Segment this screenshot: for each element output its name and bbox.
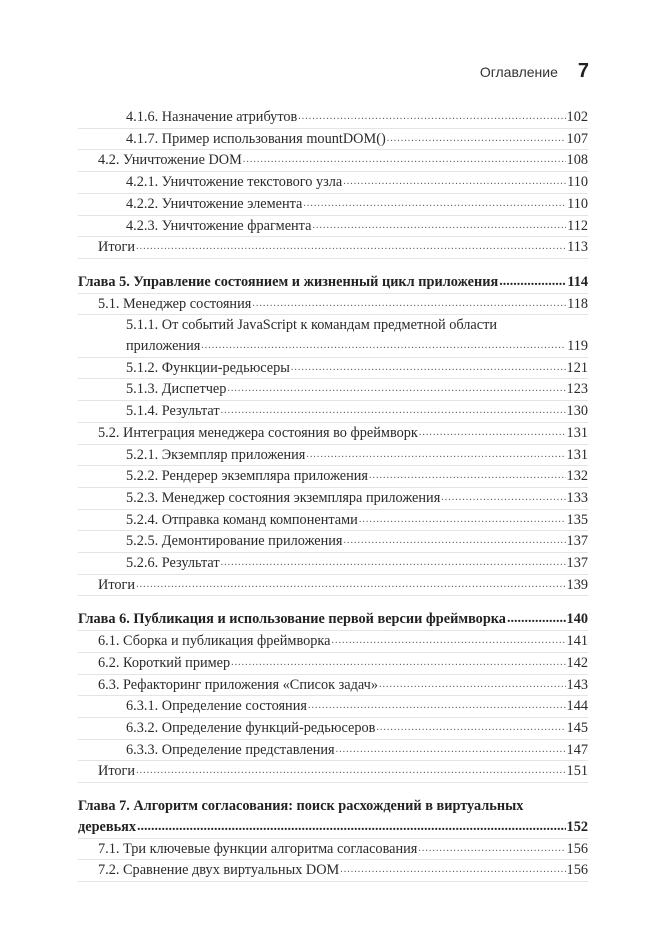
toc-entry-page: 108	[566, 152, 588, 169]
toc-entry-page: 152	[566, 818, 588, 835]
dot-leader	[418, 839, 565, 860]
toc-entry-page: 139	[566, 576, 588, 593]
dot-leader	[340, 860, 565, 881]
toc-entry[interactable]	[78, 423, 588, 445]
toc-entry-page: 141	[566, 633, 588, 650]
toc-chapter-entry[interactable]	[78, 609, 588, 631]
dot-leader	[499, 272, 566, 293]
toc-entry-page: 143	[566, 676, 588, 693]
running-header-title: Оглавление	[479, 64, 558, 80]
toc-entry-title: Глава 6. Публикация и использование первой версии фреймворка	[78, 611, 506, 628]
dot-leader	[441, 488, 565, 509]
toc-entry-title: 5.1. Менеджер состояния	[98, 295, 252, 312]
toc-entry-title: 6.2. Короткий пример	[98, 654, 231, 671]
dot-leader	[303, 194, 566, 215]
toc-entry[interactable]	[78, 172, 588, 194]
toc-entry-title: 5.2.1. Экземпляр приложения	[126, 446, 306, 463]
toc-entry-title: 5.1.1. От событий JavaScript к командам предметной области	[126, 317, 498, 334]
toc-entry-page: 137	[566, 555, 588, 572]
toc-entry-page: 130	[566, 403, 588, 420]
dot-leader	[308, 696, 566, 717]
page-number: 7	[577, 60, 589, 82]
toc-entry-title-continued: приложения	[126, 338, 201, 355]
dot-leader	[306, 445, 565, 466]
toc-entry-page: 131	[566, 446, 588, 463]
toc-entry[interactable]	[78, 531, 588, 553]
toc-entry-page: 107	[566, 130, 588, 147]
toc-entry-page: 119	[567, 338, 588, 355]
toc-entry[interactable]	[78, 488, 588, 510]
toc-entry-title: 5.2.4. Отправка команд компонентами	[126, 511, 358, 528]
toc-entry[interactable]	[78, 358, 588, 380]
toc-entry-title: 4.2.3. Уничтожение фрагмента	[126, 217, 312, 234]
toc-entry[interactable]	[78, 466, 588, 488]
toc-entry-page: 110	[567, 195, 588, 212]
dot-leader	[387, 129, 566, 150]
dot-leader	[136, 575, 565, 596]
toc-entry[interactable]	[78, 237, 588, 259]
toc-entry-title: Итоги	[98, 763, 136, 780]
dot-leader	[332, 631, 566, 652]
toc-entry-title: 5.1.3. Диспетчер	[126, 381, 227, 398]
dot-leader	[419, 423, 566, 444]
toc-entry-title: 4.2. Уничтожение DOM	[98, 152, 242, 169]
toc-entry[interactable]	[78, 839, 588, 861]
table-of-contents	[78, 107, 588, 882]
toc-entry-page: 156	[566, 862, 588, 879]
toc-entry-page: 135	[566, 511, 588, 528]
toc-entry-page: 114	[567, 273, 588, 290]
toc-entry-page: 132	[566, 468, 588, 485]
toc-entry-title: 5.2.3. Менеджер состояния экземпляра приложения	[126, 489, 441, 506]
toc-entry-title: 5.1.4. Результат	[126, 403, 220, 420]
dot-leader	[243, 150, 566, 171]
toc-entry[interactable]	[78, 194, 588, 216]
dot-leader	[227, 379, 565, 400]
toc-entry-title: 4.1.6. Назначение атрибутов	[126, 109, 298, 125]
toc-entry-title: 7.2. Сравнение двух виртуальных DOM	[98, 862, 340, 879]
running-header	[480, 60, 589, 83]
toc-entry[interactable]	[78, 696, 588, 718]
dot-leader	[252, 294, 566, 315]
dot-leader	[312, 216, 566, 237]
toc-chapter-entry[interactable]	[78, 272, 588, 294]
toc-entry-title: 6.3.2. Определение функций-редьюсеров	[126, 719, 376, 736]
toc-entry[interactable]	[78, 860, 588, 882]
dot-leader	[507, 609, 566, 630]
toc-entry[interactable]	[78, 653, 588, 675]
dot-leader	[379, 675, 566, 696]
dot-leader	[137, 817, 566, 838]
dot-leader	[376, 718, 565, 739]
dot-leader	[359, 510, 566, 531]
toc-entry-page: 123	[566, 381, 588, 398]
toc-entry-title: 5.2. Интеграция менеджера состояния во фреймворк	[98, 424, 418, 441]
toc-entry[interactable]	[78, 107, 588, 129]
toc-entry[interactable]	[78, 401, 588, 423]
toc-entry[interactable]	[78, 294, 588, 316]
dot-leader	[221, 401, 566, 422]
toc-entry[interactable]	[78, 761, 588, 783]
toc-entry-page: 142	[566, 654, 588, 671]
toc-entry-page: 144	[566, 698, 588, 715]
dot-leader	[291, 358, 566, 379]
toc-entry-page: 113	[567, 239, 588, 256]
toc-entry-page: 112	[567, 217, 588, 234]
toc-entry[interactable]	[78, 575, 588, 597]
toc-entry-page: 151	[566, 763, 588, 780]
toc-entry[interactable]	[78, 129, 588, 151]
toc-entry[interactable]	[78, 379, 588, 401]
toc-entry-page: 145	[566, 719, 588, 736]
toc-entry-title: 7.1. Три ключевые функции алгоритма согласования	[98, 840, 418, 857]
toc-entry-page: 131	[566, 424, 588, 441]
toc-entry-title: 4.2.1. Уничтожение текстового узла	[126, 174, 343, 191]
dot-leader	[298, 107, 565, 128]
toc-entry-title: 5.2.6. Результат	[126, 555, 220, 572]
toc-entry-title-continued: деревьях	[78, 818, 137, 835]
toc-entry[interactable]	[78, 510, 588, 532]
toc-entry-title: Глава 7. Алгоритм согласования: поиск расхождений в виртуальных	[78, 798, 524, 815]
dot-leader	[221, 553, 566, 574]
toc-entry-page: 137	[566, 533, 588, 550]
toc-chapter-entry[interactable]	[78, 796, 588, 838]
toc-entry-title: 6.3. Рефакторинг приложения «Список задач»	[98, 676, 379, 693]
toc-entry-title: 6.1. Сборка и публикация фреймворка	[98, 633, 331, 650]
toc-entry-title: 5.2.2. Рендерер экземпляра приложения	[126, 468, 368, 485]
dot-leader	[201, 336, 566, 357]
toc-entry-title: Итоги	[98, 576, 136, 593]
toc-entry-title: 6.3.1. Определение состояния	[126, 698, 307, 715]
dot-leader	[343, 172, 566, 193]
toc-entry-title: Глава 5. Управление состоянием и жизненный цикл приложения	[78, 273, 499, 290]
dot-leader	[231, 653, 565, 674]
dot-leader	[343, 531, 565, 552]
toc-entry-page: 156	[566, 840, 588, 857]
toc-entry[interactable]	[78, 553, 588, 575]
toc-entry-page: 147	[566, 741, 588, 758]
toc-entry[interactable]	[78, 445, 588, 467]
toc-entry-title: 4.2.2. Уничтожение элемента	[126, 195, 303, 212]
toc-entry[interactable]	[78, 150, 588, 172]
toc-entry[interactable]	[78, 216, 588, 238]
toc-entry[interactable]	[78, 631, 588, 653]
toc-entry[interactable]	[78, 675, 588, 697]
toc-entry[interactable]	[78, 315, 588, 357]
toc-entry[interactable]	[78, 718, 588, 740]
dot-leader	[369, 466, 566, 487]
toc-entry-title: Итоги	[98, 239, 136, 256]
dot-leader	[136, 761, 565, 782]
toc-entry-page: 133	[566, 489, 588, 506]
toc-entry-title: 5.1.2. Функции-редьюсеры	[126, 359, 290, 376]
toc-entry-page: 110	[567, 174, 588, 191]
toc-entry-title: 4.1.7. Пример использования mountDOM()	[126, 130, 386, 147]
toc-entry-page: 140	[566, 611, 588, 628]
toc-entry[interactable]	[78, 740, 588, 762]
toc-entry-page: 118	[567, 295, 588, 312]
dot-leader	[336, 740, 566, 761]
dot-leader	[136, 237, 566, 258]
toc-entry-page: 102	[566, 109, 588, 125]
toc-entry-title: 5.2.5. Демонтирование приложения	[126, 533, 343, 550]
toc-entry-title: 6.3.3. Определение представления	[126, 741, 335, 758]
toc-entry-page: 121	[566, 359, 588, 376]
